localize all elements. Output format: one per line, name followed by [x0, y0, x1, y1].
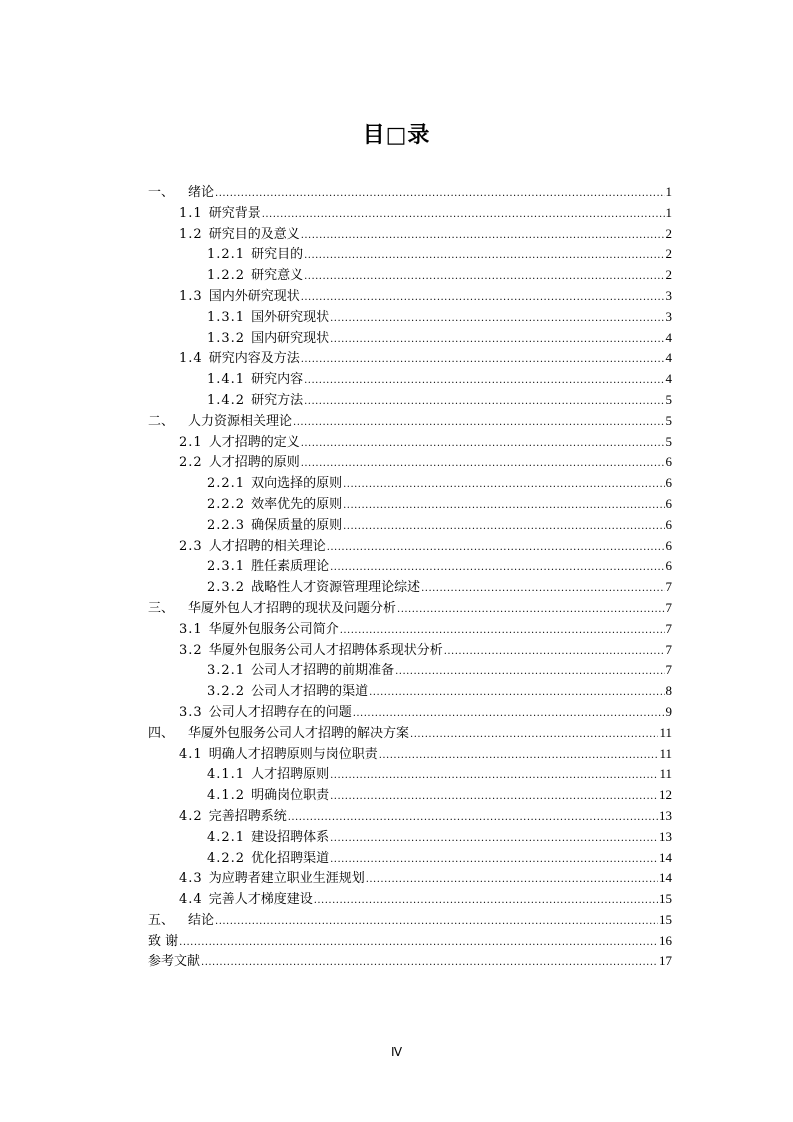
dot-leader	[330, 850, 658, 871]
dot-leader	[330, 558, 664, 579]
toc-entry-page: 4	[665, 329, 672, 345]
toc-entry-page: 14	[659, 870, 672, 886]
toc-entry-page: 4	[665, 350, 672, 366]
toc-entry-number: 五、	[148, 912, 175, 928]
toc-entry-title: 华厦外包服务公司简介	[208, 621, 339, 637]
toc-entry-page: 15	[659, 891, 672, 907]
toc-entry-page: 7	[665, 620, 672, 636]
toc-entry-number: 1.3	[179, 288, 203, 304]
toc-entry[interactable]	[148, 660, 672, 681]
toc-entry-title: 研究目的及意义	[208, 226, 300, 242]
toc-entry-title: 结论	[188, 912, 215, 928]
toc-entry-title: 致 谢	[148, 933, 179, 949]
toc-entry-number: 2.2.3	[207, 517, 246, 533]
toc-entry-page: 11	[659, 724, 672, 740]
toc-entry-page: 12	[659, 787, 672, 803]
toc-entry-page: 11	[659, 745, 672, 761]
toc-entry-title: 公司人才招聘存在的问题	[208, 704, 352, 720]
toc-entry-title: 明确岗位职责	[251, 788, 330, 804]
dot-leader	[215, 912, 658, 933]
toc-entry[interactable]	[148, 785, 672, 806]
toc-entry[interactable]	[148, 265, 672, 286]
toc-entry-number: 1.2	[179, 226, 203, 242]
toc-entry-title: 华厦外包服务公司人才招聘的解决方案	[188, 725, 410, 741]
toc-entry-page: 6	[665, 558, 672, 574]
toc-entry[interactable]	[148, 744, 672, 765]
dot-leader	[340, 621, 665, 642]
toc-entry[interactable]	[148, 702, 672, 723]
dot-leader	[288, 808, 658, 829]
toc-entry-number: 2.3.2	[207, 580, 246, 596]
toc-entry-page: 7	[665, 641, 672, 657]
table-of-contents	[148, 182, 672, 972]
dot-leader	[369, 683, 664, 704]
toc-entry-number: 3.2	[179, 642, 203, 658]
dot-leader	[366, 870, 658, 891]
toc-entry-number: 3.2.1	[207, 663, 246, 679]
toc-entry-page: 1	[665, 204, 672, 220]
toc-entry[interactable]	[148, 681, 672, 702]
dot-leader	[301, 226, 665, 247]
toc-entry-title: 参考文献	[148, 954, 201, 970]
dot-leader	[330, 766, 658, 787]
toc-entry-page: 6	[665, 475, 672, 491]
toc-entry[interactable]	[148, 348, 672, 369]
toc-entry-page: 6	[665, 516, 672, 532]
toc-entry-title: 华厦外包服务公司人才招聘体系现状分析	[208, 642, 443, 658]
toc-entry[interactable]	[148, 951, 672, 972]
dot-leader	[293, 413, 664, 434]
toc-entry-title: 优化招聘渠道	[251, 850, 330, 866]
toc-entry-number: 4.1	[179, 746, 203, 762]
toc-entry[interactable]	[148, 411, 672, 432]
toc-entry-page: 9	[665, 703, 672, 719]
toc-entry[interactable]	[148, 390, 672, 411]
toc-entry-title: 为应聘者建立职业生涯规划	[208, 871, 365, 887]
dot-leader	[301, 288, 665, 309]
dot-leader	[262, 205, 665, 226]
toc-entry-title: 人力资源相关理论	[188, 413, 293, 429]
toc-entry-number: 3.2.2	[207, 684, 246, 700]
toc-entry[interactable]	[148, 827, 672, 848]
dot-leader	[304, 371, 664, 392]
toc-entry-page: 1	[665, 184, 672, 199]
dot-leader	[343, 517, 664, 538]
toc-entry-page: 6	[665, 537, 672, 553]
dot-leader	[215, 184, 664, 205]
toc-entry-title: 公司人才招聘的前期准备	[251, 663, 395, 679]
toc-entry-title: 确保质量的原则	[251, 517, 343, 533]
toc-entry-number: 1.3.2	[207, 330, 246, 346]
toc-entry-page: 5	[665, 391, 672, 407]
toc-entry-page: 6	[665, 495, 672, 511]
toc-entry-number: 4.2.1	[207, 829, 246, 845]
toc-entry-title: 研究背景	[208, 205, 261, 221]
toc-entry-title: 效率优先的原则	[251, 496, 343, 512]
dot-leader	[327, 538, 665, 559]
toc-entry-number: 1.4.2	[207, 392, 246, 408]
toc-entry-title: 华厦外包人才招聘的现状及问题分析	[188, 600, 397, 616]
toc-entry-number: 1.4	[179, 351, 203, 367]
toc-entry[interactable]	[148, 203, 672, 224]
toc-entry-page: 13	[659, 828, 672, 844]
toc-entry[interactable]	[148, 432, 672, 453]
toc-entry[interactable]	[148, 515, 672, 536]
dot-leader	[421, 579, 664, 600]
dot-leader	[314, 891, 658, 912]
toc-entry-number: 4.2	[179, 808, 203, 824]
toc-entry-page: 11	[659, 766, 672, 782]
toc-entry-title: 国内研究现状	[251, 330, 330, 346]
toc-entry[interactable]	[148, 328, 672, 349]
toc-entry[interactable]	[148, 182, 672, 203]
dot-leader	[304, 267, 664, 288]
dot-leader	[379, 746, 659, 767]
toc-entry-title: 明确人才招聘原则与岗位职责	[208, 746, 378, 762]
toc-entry-number: 2.3	[179, 538, 203, 554]
dot-leader	[301, 350, 665, 371]
toc-entry-title: 研究意义	[251, 268, 304, 284]
toc-entry-page: 5	[665, 433, 672, 449]
dot-leader	[397, 600, 664, 621]
toc-entry-title: 人才招聘的定义	[208, 434, 300, 450]
toc-entry[interactable]	[148, 619, 672, 640]
toc-entry[interactable]	[148, 889, 672, 910]
toc-entry-title: 建设招聘体系	[251, 829, 330, 845]
toc-entry[interactable]	[148, 931, 672, 952]
toc-entry-number: 三、	[148, 600, 175, 616]
toc-entry-title: 完善招聘系统	[208, 808, 287, 824]
toc-entry[interactable]	[148, 577, 672, 598]
dot-leader	[330, 787, 658, 808]
toc-entry[interactable]	[148, 473, 672, 494]
dot-leader	[301, 434, 665, 455]
toc-entry-page: 16	[659, 932, 672, 948]
page-number: Ⅳ	[390, 1045, 403, 1059]
toc-entry-number: 1.2.1	[207, 247, 246, 263]
toc-entry-title: 国内外研究现状	[208, 288, 300, 304]
toc-entry[interactable]	[148, 640, 672, 661]
toc-entry-page: 7	[665, 662, 672, 678]
toc-entry-page: 17	[659, 953, 672, 969]
dot-leader	[179, 933, 658, 954]
toc-entry[interactable]	[148, 224, 672, 245]
toc-entry-number: 2.3.1	[207, 559, 246, 575]
toc-entry-number: 四、	[148, 725, 175, 741]
dot-leader	[201, 953, 658, 974]
toc-entry[interactable]	[148, 806, 672, 827]
toc-entry-title: 人才招聘的原则	[208, 455, 300, 471]
toc-entry-title: 研究内容及方法	[208, 351, 300, 367]
toc-entry-number: 1.1	[179, 205, 203, 221]
toc-entry[interactable]	[148, 556, 672, 577]
dot-leader	[304, 392, 664, 413]
toc-entry-number: 2.1	[179, 434, 203, 450]
dot-leader	[330, 309, 664, 330]
dot-leader	[301, 454, 665, 475]
toc-entry[interactable]	[148, 723, 672, 744]
toc-entry-number: 4.1.2	[207, 788, 246, 804]
toc-entry[interactable]	[148, 369, 672, 390]
dot-leader	[353, 704, 665, 725]
toc-entry-page: 7	[665, 599, 672, 615]
toc-entry-number: 1.4.1	[207, 372, 246, 388]
toc-entry[interactable]	[148, 598, 672, 619]
toc-entry[interactable]	[148, 286, 672, 307]
toc-entry-number: 二、	[148, 413, 175, 429]
toc-entry[interactable]	[148, 910, 672, 931]
toc-entry-title: 研究内容	[251, 372, 304, 388]
toc-entry-title: 研究方法	[251, 392, 304, 408]
toc-entry-page: 3	[665, 287, 672, 303]
toc-entry-title: 人才招聘的相关理论	[208, 538, 326, 554]
toc-entry-title: 研究目的	[251, 247, 304, 263]
toc-entry-page: 13	[659, 807, 672, 823]
toc-entry-title: 人才招聘原则	[251, 767, 330, 783]
dot-leader	[330, 829, 658, 850]
dot-leader	[444, 642, 665, 663]
toc-entry[interactable]	[148, 452, 672, 473]
toc-entry-number: 2.2	[179, 455, 203, 471]
toc-entry-page: 8	[665, 683, 672, 699]
toc-entry-number: 2.2.2	[207, 496, 246, 512]
toc-entry-title: 战略性人才资源管理理论综述	[251, 580, 421, 596]
toc-entry-page: 2	[665, 267, 672, 283]
dot-leader	[330, 330, 664, 351]
dot-leader	[343, 496, 664, 517]
dot-leader	[395, 662, 664, 683]
toc-entry[interactable]	[148, 764, 672, 785]
toc-entry-page: 5	[665, 412, 672, 428]
toc-entry-title: 公司人才招聘的渠道	[251, 684, 369, 700]
page-title: 目□录	[362, 123, 431, 148]
toc-entry[interactable]	[148, 536, 672, 557]
toc-entry-page: 3	[665, 308, 672, 324]
toc-entry-number: 一、	[148, 185, 175, 200]
toc-entry-page: 6	[665, 454, 672, 470]
toc-entry-number: 4.4	[179, 892, 203, 908]
toc-entry-number: 2.2.1	[207, 476, 246, 492]
toc-entry-number: 4.3	[179, 871, 203, 887]
dot-leader	[343, 475, 664, 496]
dot-leader	[304, 246, 664, 267]
toc-entry-page: 14	[659, 849, 672, 865]
toc-entry[interactable]	[148, 848, 672, 869]
toc-entry-title: 绪论	[188, 185, 215, 200]
toc-entry-number: 3.3	[179, 704, 203, 720]
toc-entry-page: 7	[665, 579, 672, 595]
toc-entry-number: 4.1.1	[207, 767, 246, 783]
toc-entry-title: 胜任素质理论	[251, 559, 330, 575]
toc-entry-page: 15	[659, 911, 672, 927]
toc-entry-number: 1.3.1	[207, 309, 246, 325]
toc-entry-title: 完善人才梯度建设	[208, 892, 313, 908]
toc-entry[interactable]	[148, 494, 672, 515]
toc-entry-title: 双向选择的原则	[251, 476, 343, 492]
toc-entry-page: 2	[665, 246, 672, 262]
dot-leader	[410, 725, 658, 746]
toc-entry-page: 4	[665, 371, 672, 387]
toc-entry-number: 1.2.2	[207, 268, 246, 284]
toc-entry[interactable]	[148, 868, 672, 889]
toc-entry-title: 国外研究现状	[251, 309, 330, 325]
toc-entry[interactable]	[148, 307, 672, 328]
toc-entry-page: 2	[665, 225, 672, 241]
toc-entry-number: 4.2.2	[207, 850, 246, 866]
toc-entry-number: 3.1	[179, 621, 203, 637]
toc-entry[interactable]	[148, 244, 672, 265]
